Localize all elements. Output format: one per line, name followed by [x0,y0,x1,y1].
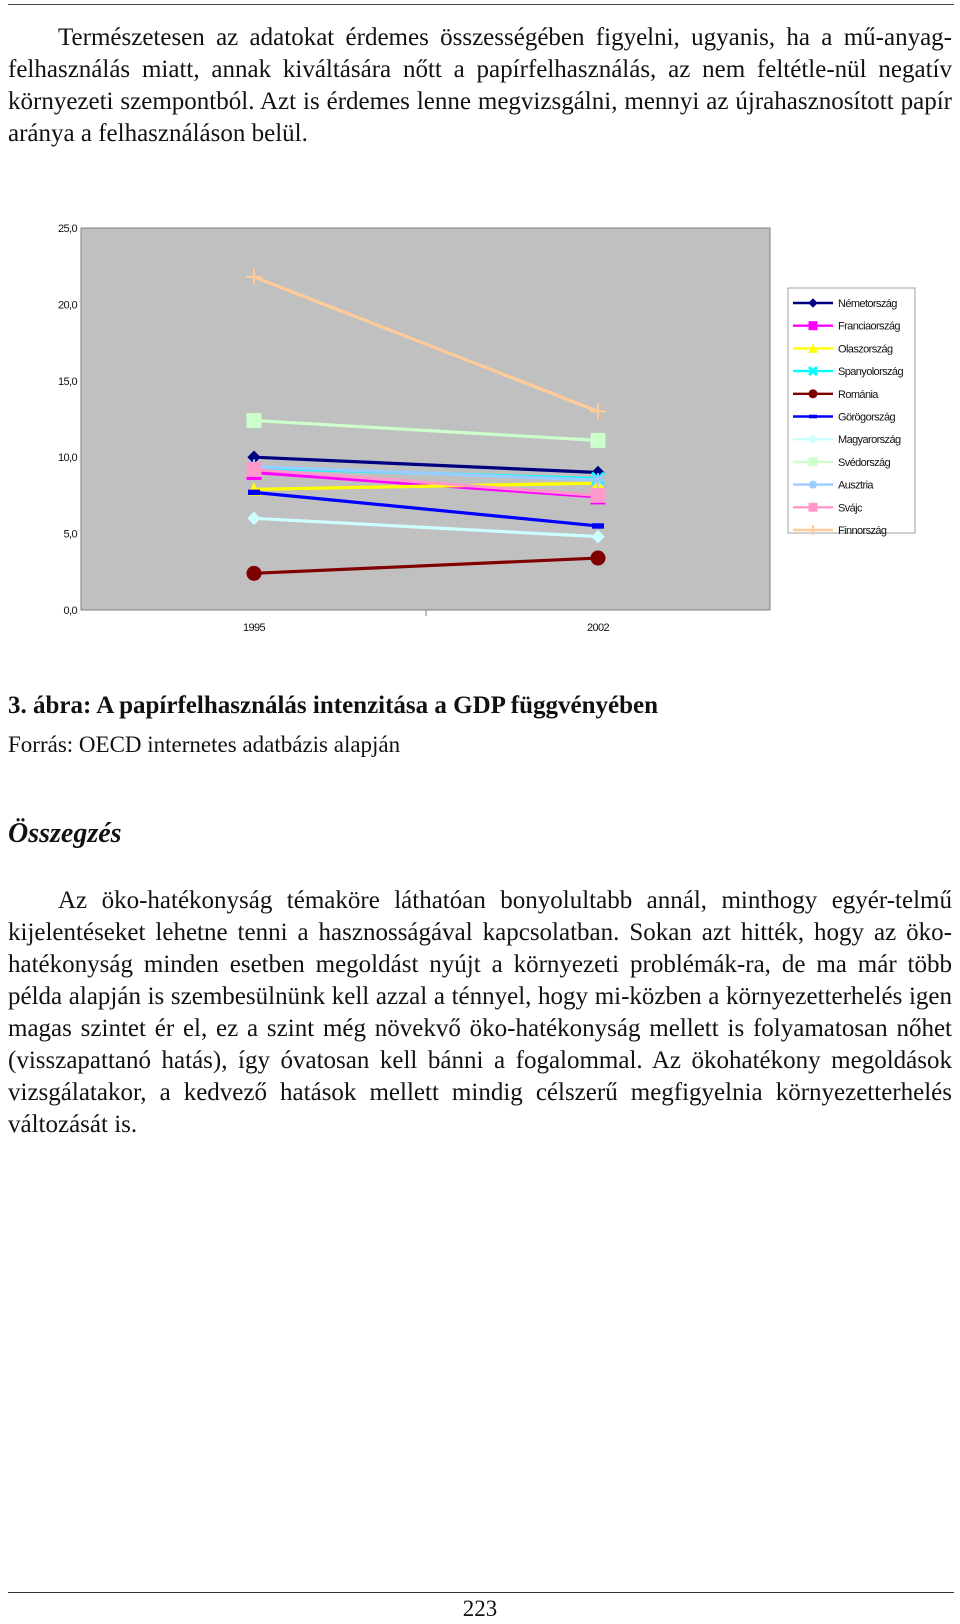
top-rule [8,4,954,5]
legend-label: Magyarország [838,434,901,447]
legend-label: Ausztria [838,479,873,492]
summary-paragraph: Az öko-hatékonyság témaköre láthatóan bonyolultabb annál, minthogy egyér-telmű kijelentéseket lehetne tenni a hasznosságával kapcsolatban. Sokan azt hitték, hogy az öko-hatékonyság minden esetben megoldást nyújt a környezeti problémák-ra, de ma már több példa alapján is szembesülnünk kell azzal a ténnyel, hogy mi-közben a környezetterhelés igen magas szintet ér el, ez a szint még növekvő öko-hatékonyság mellett is folyamatosan nőhet (visszapattanó hatás), így óvatosan kell bánni a fogalommal. Az ökohatékony megoldások vizsgálatakor, a kedvező hatások mellett mindig célszerű megfigyelnia környezetterhelés változását is. [8,887,952,1138]
y-axis-ticks [58,223,77,617]
legend-marker [809,481,817,489]
legend-label: Olaszország [838,343,893,356]
data-point [247,566,261,580]
legend-marker [809,458,817,466]
legend-label: Svájc [838,502,862,515]
data-point [247,414,261,428]
data-point [592,523,604,528]
y-tick-label: 5,0 [63,528,77,541]
y-tick-label: 15,0 [57,375,77,388]
x-tick-label: 2002 [586,622,610,634]
plot-area [81,228,770,610]
legend-label: Spanyolország [838,366,903,379]
y-tick-label: 20,0 [57,299,77,312]
bottom-rule [8,1592,954,1593]
figure-caption: 3. ábra: A papírfelhasználás intenzitása a GDP függvényében [8,692,659,719]
data-point [248,490,260,495]
data-point [591,473,605,487]
legend-marker [809,322,817,330]
intro-paragraph: Természetesen az adatokat érdemes összességében figyelni, ugyanis, ha a mű-anyag-felhasználás miatt, annak kiváltására nőtt a papírfelhasználás, az nem feltétle-nül negatív környezeti szempontból. Azt is érdemes lenne megvizsgálni, mennyi az újrahasznosított papír aránya a felhasználáson belül. [8,24,952,147]
legend-label: Svédország [838,456,891,469]
paper-usage-chart [0,210,960,640]
y-tick-label: 10,0 [57,452,77,465]
data-point [591,488,605,502]
figure-source: Forrás: OECD internetes adatbázis alapján [8,732,401,757]
page-number: 223 [462,1596,498,1621]
legend-marker [809,415,817,419]
y-tick-label: 0,0 [63,605,77,617]
legend-label: Németország [838,298,897,310]
data-point [591,433,605,447]
x-axis-ticks [243,622,610,634]
legend-marker [809,503,817,511]
data-point [247,462,261,476]
legend-label: Románia [838,388,878,401]
legend-marker [809,390,817,398]
y-tick-label: 25,0 [57,223,77,235]
legend-label: Finnország [838,525,887,537]
legend-label: Franciaország [838,320,900,333]
x-tick-label: 1995 [242,622,266,634]
legend-label: Görögország [838,411,895,424]
data-point [591,551,605,565]
section-heading: Összegzés [8,818,122,849]
chart-svg [0,210,960,640]
